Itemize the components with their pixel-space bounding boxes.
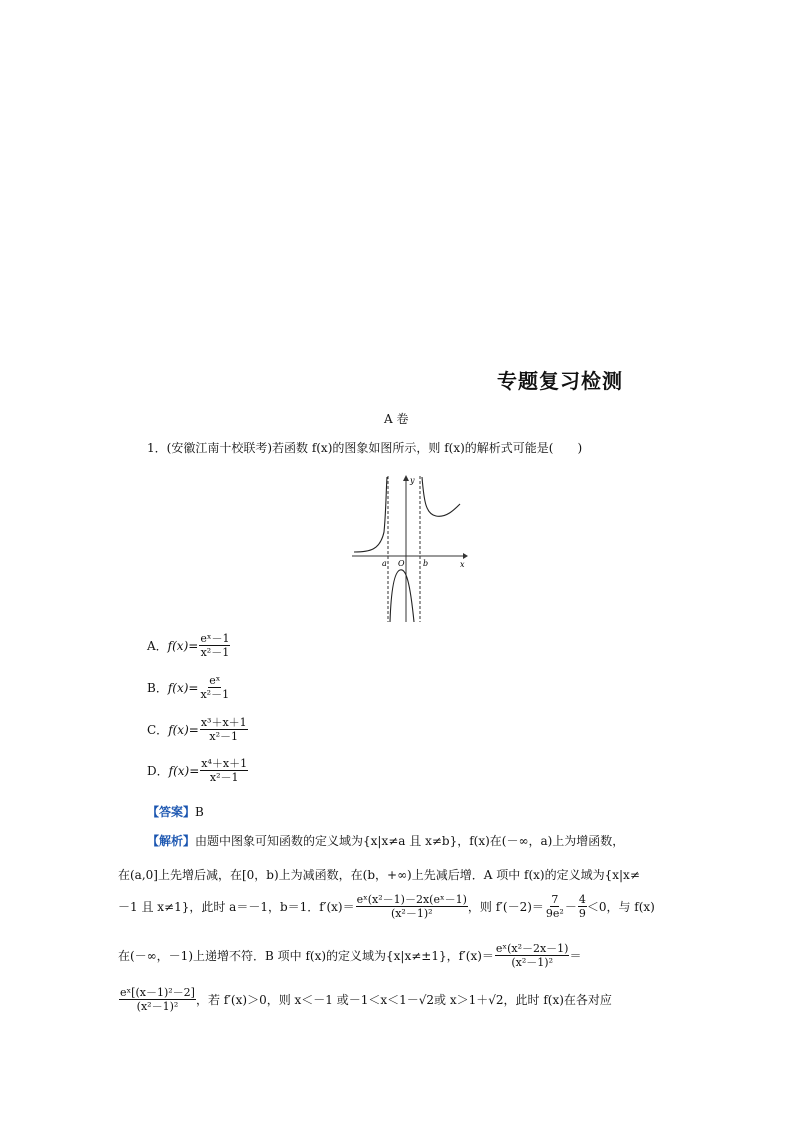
curve-middle bbox=[390, 570, 414, 622]
label-x: x bbox=[460, 560, 465, 569]
label-a: a bbox=[382, 559, 387, 568]
curve-right bbox=[422, 477, 460, 516]
function-graph bbox=[350, 472, 470, 624]
label-b: b bbox=[423, 559, 429, 568]
label-y: y bbox=[410, 476, 415, 485]
option-b: B． f(x)= $\frac{\text{eˣ}}{\text{x²－1}}$ bbox=[147, 674, 230, 701]
volume-label: A 卷 bbox=[384, 412, 409, 426]
analysis-line-3: －1 且 x≠1}，此时 a＝－1，b＝1．f′(x)＝ $\frac{\text{eˣ(x²－1)－2x(eˣ－1)}}{\text{(x²－1)²}}$ ，则 f′(－2)＝ $\frac{7}{\text{9e²}}$ － $\frac{4}{9}$ ＜0，与 f(x) bbox=[118, 893, 655, 920]
label-o: O bbox=[398, 559, 405, 568]
analysis-line-2: 在(a,0]上先增后减，在[0，b)上为减函数，在(b，+∞)上先减后增．A 项中 f(x)的定义域为{x|x≠ bbox=[118, 868, 640, 882]
analysis-line-5: $\frac{\text{eˣ[(x－1)²－2]}}{\text{(x²－1)²}}$ ，若 f′(x)＞0，则 x＜－1 或－1＜x＜1－√2或 x＞1＋√2，此时 f(x)在各对应 bbox=[120, 986, 612, 1013]
section-title: 专题复习检测 bbox=[497, 369, 623, 393]
analysis-line-4: 在(－∞，－1)上递增不符．B 项中 f(x)的定义域为{x|x≠±1}，f′(x)＝ $\frac{\text{eˣ(x²－2x－1)}}{\text{(x²－1)²}}$ ＝ bbox=[118, 942, 582, 969]
answer-value: B bbox=[195, 805, 204, 819]
analysis-line-1: 【解析】由题中图象可知函数的定义域为{x|x≠a 且 x≠b}，f(x)在(－∞，a)上为增函数， bbox=[147, 834, 625, 848]
answer-tag: 【答案】 bbox=[147, 805, 196, 819]
analysis-tag: 【解析】 bbox=[147, 834, 196, 848]
curve-left bbox=[354, 477, 387, 552]
x-axis-arrow bbox=[463, 553, 468, 559]
option-d: D． f(x)= $\frac{\text{x⁴＋x＋1}}{\text{x²－1}}$ bbox=[147, 757, 248, 784]
question-text: 1．(安徽江南十校联考)若函数 f(x)的图象如图所示，则 f(x)的解析式可能是( ) bbox=[147, 441, 583, 455]
option-a: A． f(x)= $\frac{\text{eˣ－1}}{\text{x²－1}}$ bbox=[147, 632, 230, 659]
y-axis-arrow bbox=[403, 475, 409, 481]
option-c: C． f(x)= $\frac{\text{x³＋x＋1}}{\text{x²－1}}$ bbox=[147, 716, 247, 743]
answer bbox=[147, 803, 204, 820]
